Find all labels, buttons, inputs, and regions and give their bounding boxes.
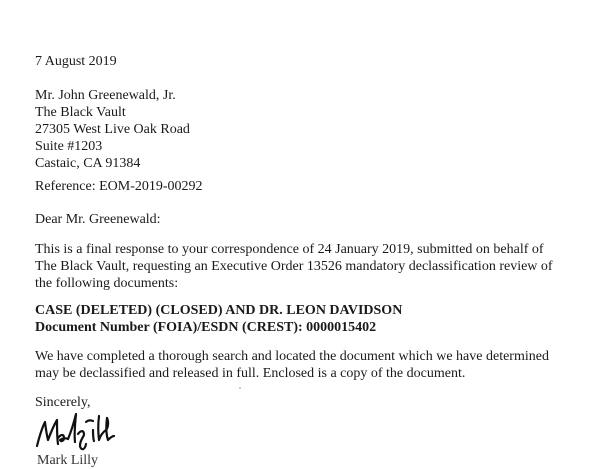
recipient-name: Mr. John Greenewald, Jr. <box>35 88 176 103</box>
handwritten-signature <box>33 408 128 454</box>
recipient-city: Castaic, CA 91384 <box>35 156 141 171</box>
recipient-suite: Suite #1203 <box>35 139 103 154</box>
document-list <box>35 302 575 336</box>
body-paragraph-1: This is a final response to your correspondence of 24 January 2019, submitted on behalf of The Black Vault, requesting an Executive Order 13526 mandatory declassification review of the following documents: <box>35 242 553 291</box>
document-number: Document Number (FOIA)/ESDN (CREST): 0000015402 <box>35 320 377 335</box>
recipient-address <box>35 87 575 172</box>
scan-speck <box>239 387 241 389</box>
recipient-street: 27305 West Live Oak Road <box>35 122 190 137</box>
body-paragraph-2: We have completed a thorough search and located the document which we have determined may be declassified and released in full. Enclosed is a copy of the document. <box>35 349 549 381</box>
recipient-organization: The Black Vault <box>35 105 126 120</box>
closing: Sincerely, <box>35 395 91 410</box>
document-title: CASE (DELETED) (CLOSED) AND DR. LEON DAVIDSON <box>35 303 403 318</box>
salutation: Dear Mr. Greenewald: <box>35 212 161 227</box>
reference-line: Reference: EOM-2019-00292 <box>35 179 203 194</box>
letter-date: 7 August 2019 <box>35 54 117 69</box>
signer-name: Mark Lilly <box>37 453 99 468</box>
